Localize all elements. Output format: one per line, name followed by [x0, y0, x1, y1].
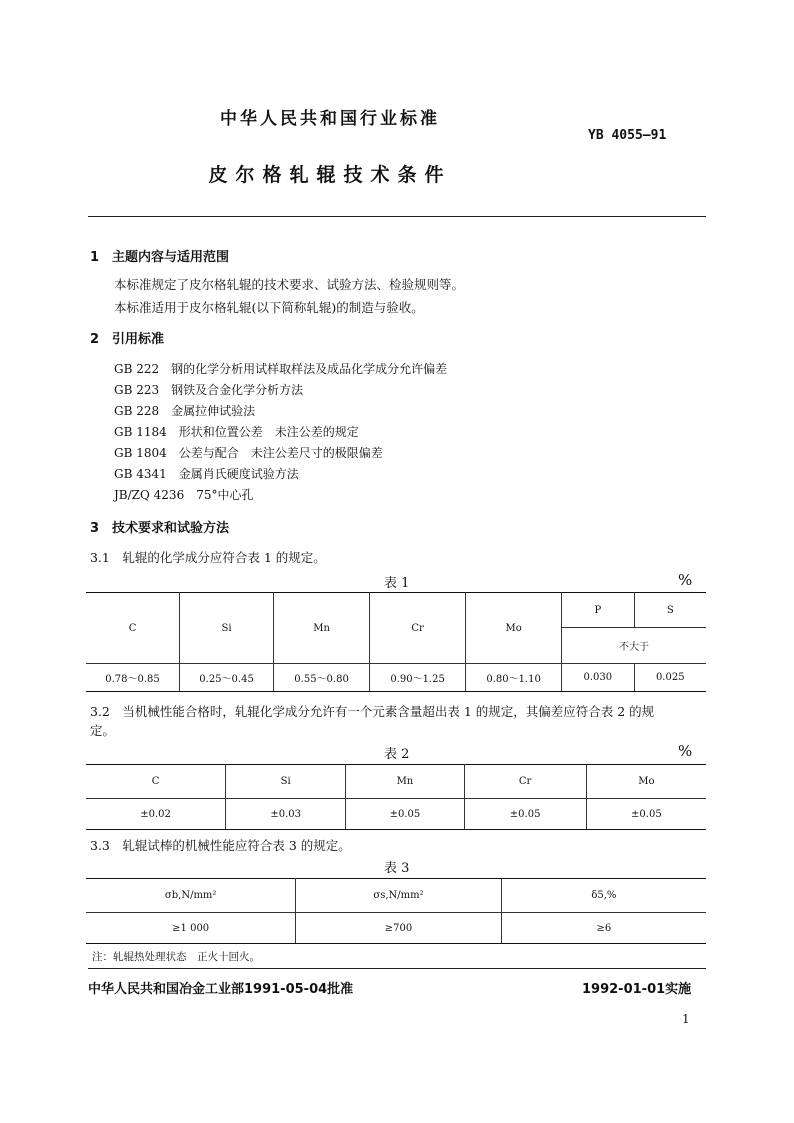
table-3-note: 注：轧辊热处理状态 正火十回火。	[92, 951, 260, 963]
standard-code: YB 4055—91	[588, 128, 667, 143]
table-3-header-yield-strength: σs,N/mm²	[296, 879, 501, 913]
table-2-cell: ±0.03	[226, 799, 346, 830]
reference-item: GB 1184 形状和位置公差 未注公差的规定	[114, 425, 359, 439]
table-3-caption: 表 3	[384, 861, 410, 876]
reference-item: GB 222 钢的化学分析用试样取样法及成品化学成分允许偏差	[114, 362, 448, 376]
table-2-cell: ±0.05	[586, 799, 706, 830]
table-1-header-si: Si	[180, 593, 274, 664]
table-1-cell: 0.78～0.85	[86, 664, 180, 692]
reference-item: GB 228 金属拉伸试验法	[114, 404, 256, 418]
approval-line: 中华人民共和国冶金工业部1991-05-04批准	[88, 982, 354, 997]
table-2-header-mn: Mn	[346, 765, 464, 799]
table-2-header-cr: Cr	[464, 765, 586, 799]
reference-item: GB 223 钢铁及合金化学分析方法	[114, 383, 304, 397]
table-2-header-c: C	[86, 765, 226, 799]
table-2-caption: 表 2	[384, 747, 410, 762]
table-1-header-mn: Mn	[274, 593, 370, 664]
table-1-header-mo: Mo	[466, 593, 562, 664]
table-3-cell: ≥6	[501, 913, 706, 944]
table-2-cell: ±0.05	[464, 799, 586, 830]
section-1-para-2: 本标准适用于皮尔格轧辊(以下简称轧辊)的制造与验收。	[114, 300, 424, 315]
table-3-cell: ≥700	[296, 913, 501, 944]
table-1-cell: 0.55～0.80	[274, 664, 370, 692]
table-3-cell: ≥1 000	[86, 913, 296, 944]
table-2-cell: ±0.02	[86, 799, 226, 830]
clause-3-3: 3.3 轧辊试棒的机械性能应符合表 3 的规定。	[90, 838, 351, 853]
standard-title: 中华人民共和国行业标准	[220, 109, 440, 129]
reference-item: GB 4341 金属肖氏硬度试验方法	[114, 467, 299, 481]
section-1-heading: 1 主题内容与适用范围	[90, 250, 230, 265]
table-2-header-mo: Mo	[586, 765, 706, 799]
section-3-heading: 3 技术要求和试验方法	[90, 521, 230, 536]
table-1-header-s: S	[634, 593, 706, 628]
section-1-para-1: 本标准规定了皮尔格轧辊的技术要求、试验方法、检验规则等。	[114, 277, 465, 292]
page-number: 1	[682, 1012, 690, 1026]
table-1-header-p: P	[562, 593, 634, 628]
effective-date: 1992-01-01实施	[582, 982, 692, 997]
table-1-cell: 0.25～0.45	[180, 664, 274, 692]
footer-divider	[88, 968, 706, 969]
table-1-cell: 0.80～1.10	[466, 664, 562, 692]
table-3-header-elongation: δ5,%	[501, 879, 706, 913]
table-2-header-si: Si	[226, 765, 346, 799]
table-1-cell: 0.025	[634, 664, 706, 692]
reference-item: GB 1804 公差与配合 未注公差尺寸的极限偏差	[114, 446, 383, 460]
table-1-unit: %	[678, 571, 693, 589]
table-3	[86, 878, 706, 944]
table-1-cell: 0.030	[562, 664, 634, 692]
clause-3-2-line-2: 定。	[90, 723, 116, 738]
table-1	[86, 592, 706, 692]
section-2-heading: 2 引用标准	[90, 332, 165, 347]
table-3-header-tensile-strength: σb,N/mm²	[86, 879, 296, 913]
clause-3-1: 3.1 轧辊的化学成分应符合表 1 的规定。	[90, 550, 326, 565]
table-2-unit: %	[678, 742, 693, 760]
table-1-caption: 表 1	[384, 576, 410, 591]
table-2	[86, 764, 706, 830]
document-title: 皮尔格轧辊技术条件	[208, 164, 452, 186]
header-divider	[88, 216, 706, 217]
table-1-header-c: C	[86, 593, 180, 664]
table-1-cell: 0.90～1.25	[370, 664, 466, 692]
table-1-subheader: 不大于	[562, 628, 706, 664]
table-1-header-cr: Cr	[370, 593, 466, 664]
table-2-cell: ±0.05	[346, 799, 464, 830]
clause-3-2-line-1: 3.2 当机械性能合格时，轧辊化学成分允许有一个元素含量超出表 1 的规定，其偏差应符合表 2 的规	[90, 704, 655, 719]
reference-item: JB/ZQ 4236 75°中心孔	[114, 488, 254, 502]
